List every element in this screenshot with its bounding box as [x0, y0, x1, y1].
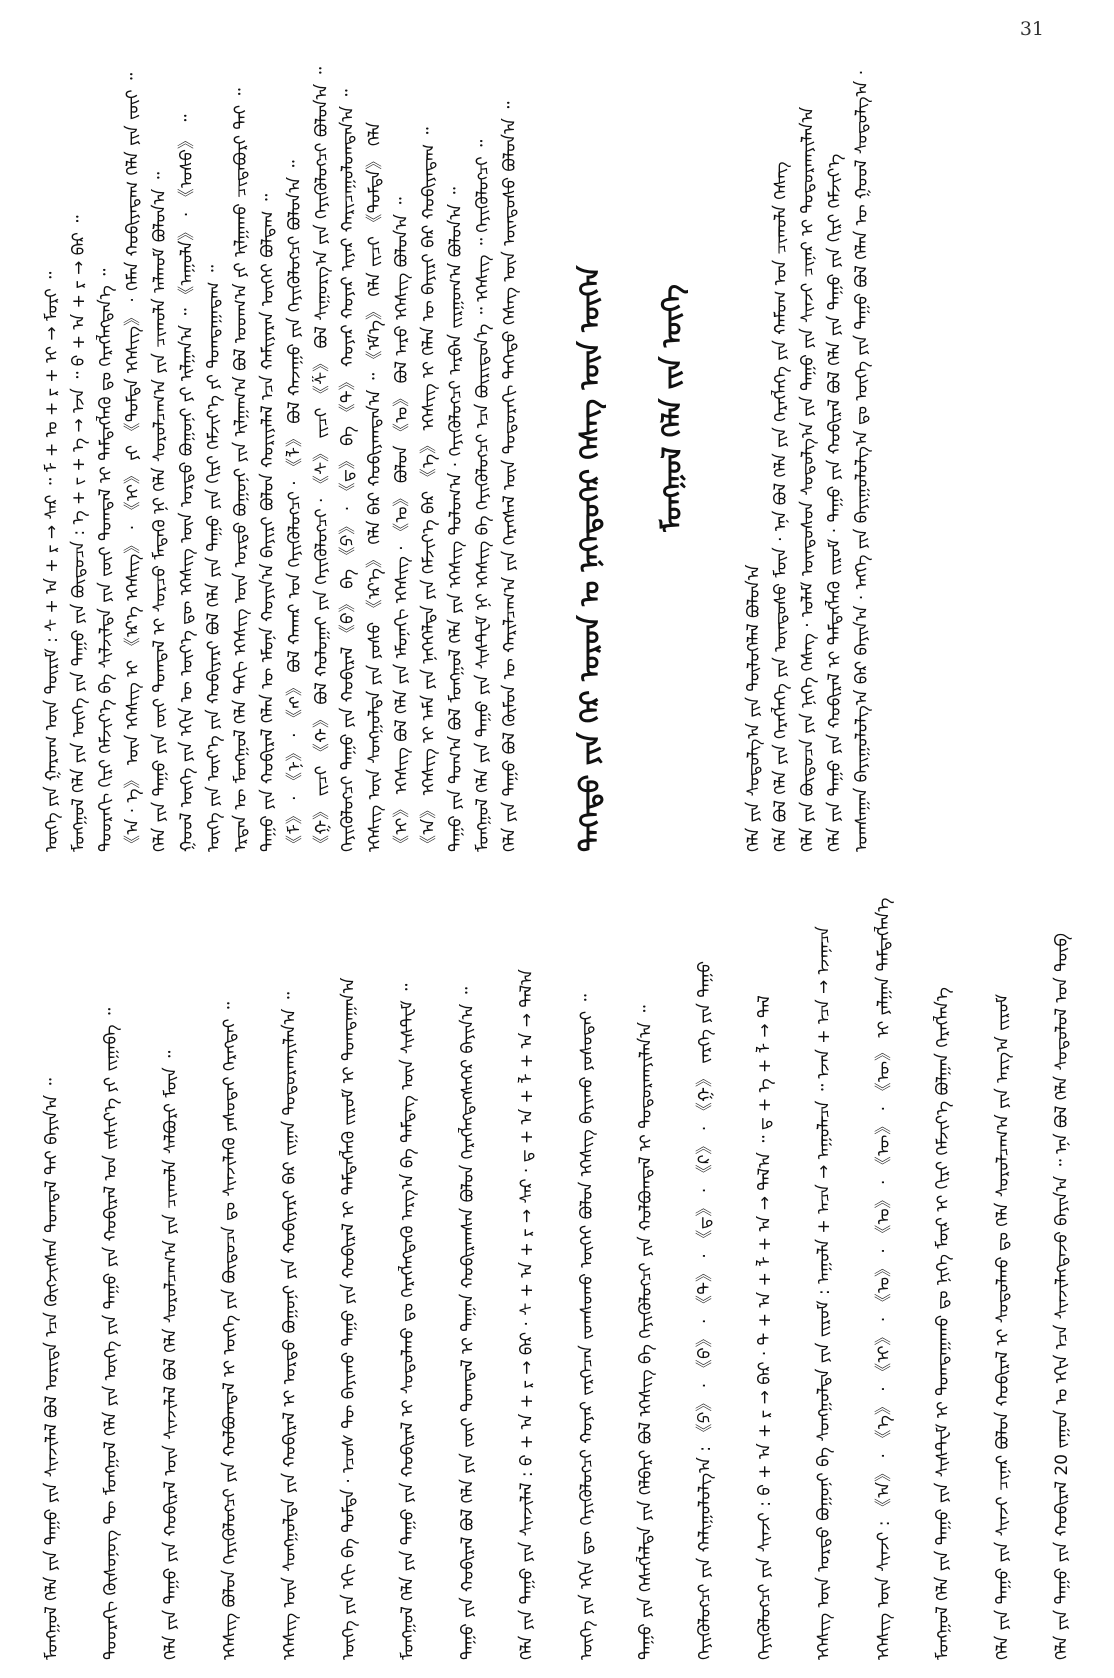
body-column: ᠬᠡᠯᠡ ᠶᠢᠨ ᠳᠠᠭᠤ ᠶᠢᠨ ᠵᠦᠢ ᠲᠣᠭᠲᠠᠯ ᠢ ᠰᠤᠷᠴᠤ ᠮᠡᠳᠡᠬᠦ ᠨᠢ ᠬᠡᠯᠡ ᠰᠤᠷᠤᠯᠴᠠᠭ᠎ᠠ ᠶᠢᠨ ᠴᠢᠬᠤᠯᠠ ᠠᠯᠬᠤᠮ ᠪᠣᠯᠤᠨ᠎ᠠ ᠃ [149, 172, 170, 852]
body-column: ᠡᠭᠡᠰᠢᠭ ᠦᠨ ᠰᠣᠩᠭᠣᠯᠲᠠ ᠶᠢᠨ ᠬᠤᠪᠢᠷᠠᠯ ᠢ ᠤᠷᠲᠤ ᠪᠣᠭᠣᠨᠢ ᠶᠢᠨ ᠬᠤᠪᠢᠶᠠᠷᠢ ᠪᠠᠷ ᠵᠢᠭᠠᠨ ᠲᠣᠳᠣᠷᠬᠠᠶᠢᠯᠠᠨ᠎ᠠ ᠃ [279, 992, 300, 1660]
body-column: ᠮᠣᠩᠭᠣᠯ ᠬᠡᠯᠡ ᠶᠢᠨ ᠳᠠᠭᠤ ᠶᠢᠨ ᠰᠢᠰᠲ᠋ᠧᠮ ᠢ ᠲᠣᠭᠲᠠᠭᠠᠬᠤ ᠳᠤ ᠨᠢᠭᠡ ᠮᠥᠷ ᠢ ᠬᠢᠷᠢ ᠬᠡᠮᠵᠢᠶ᠎ᠡ ᠪᠣᠯᠭᠠᠨ ᠬᠡᠷᠡᠭᠯᠡᠨ᠎ᠡ [933, 987, 954, 1660]
body-column: ᠬᠡᠯᠡ ᠶᠢᠨ ᠳᠠᠭᠤ ᠪᠣᠯ ᠬᠦᠮᠦᠨ ᠦ ᠬᠠᠷᠢᠯᠴᠠᠭ᠎ᠠ ᠶᠢᠨ ᠬᠡᠷᠡᠭᠰᠡᠯ ᠦᠨ ᠳᠣᠲᠣᠷᠠᠬᠢ ᠳᠡᠭᠡᠳᠦ ᠬᠡᠰᠡᠭ ᠦᠨ ᠦᠨᠳᠦᠰᠦ ᠪᠣᠯᠤᠨ᠎ᠠ ᠃ [500, 101, 521, 852]
body-column: ᠦᠭᠡ ᠶᠢᠨ ᠡᠬᠢᠨ ᠳᠦ ᠭᠡᠶᠢᠭᠦᠯᠦᠭᠴᠢ ᠬᠣᠶᠠᠷ ᠵᠡᠷᠭᠡᠴᠡᠨ ᠵᠣᠭᠰᠣᠬᠤ ᠦᠭᠡᠢ ᠪᠣᠯᠣᠨ ᠡᠭᠡᠰᠢᠭ ᠪᠠᠶᠢᠬᠤ ᠶᠣᠰᠣᠲᠠᠢ ᠃ [576, 994, 597, 1660]
body-column: ᠳᠠᠭᠤ ᠶᠢᠨ ᠬᠤᠪᠢᠷᠠᠯ ᠬᠡᠯᠡᠨ ᠦ ᠡᠮᠦᠨᠡ ᠬᠣᠶᠢᠨ᠎ᠠ ᠪᠠᠶᠢᠷᠢ ᠪᠣᠯᠣᠨ ᠬᠣᠷᠢᠶᠠᠯᠠᠯ ᠡᠴᠡ ᠬᠠᠮᠢᠶᠠᠷᠠᠨ ᠦᠭᠡᠢ ᠪᠣᠯᠳᠠᠭ ᠃ [257, 193, 278, 852]
body-column: ᠬᠡᠯᠡ ᠶᠢᠨ ᠳᠠᠭᠤ ᠶᠢᠨ ᠰᠢᠨᠵᠢ ᠴᠢᠨᠠᠷ ᠪᠣᠯᠣᠨ ᠬᠤᠪᠢᠷᠠᠯ ᠢ ᠰᠤᠳᠤᠯᠬᠤ ᠳᠤ ᠬᠡᠯᠡ ᠰᠤᠷᠤᠯᠴᠠᠭ᠎ᠠ ᠶᠢᠨ ᠠᠷᠭ᠎ᠠ ᠵᠢᠷᠤᠮ [992, 993, 1013, 1660]
body-column: ᠮᠣᠩᠭᠣᠯ ᠬᠡᠯᠡ ᠶᠢᠨ ᠦᠭᠡ ᠶᠢᠨ ᠳᠠᠭᠤ ᠶᠢᠨ ᠪᠦᠲᠦᠴᠡ : ᠡ + ᠵ + ᠡ → ᠡᠵᠡ ᠃ ᠪ + ᠠ + ᠷ → ᠪᠠᠷ ᠃ [68, 215, 89, 852]
body-column: ᠭᠡᠶᠢᠭᠦᠯᠦᠭᠴᠢ ᠳᠠᠭᠤ ᠶᠢᠨ ᠬᠤᠪᠢᠷᠠᠯ 《ᠪ》 ᠪᠠ 《ᠫ》 · 《ᠳ》 ᠪᠠ 《ᠲ》 ᠬᠣᠶᠠᠷ ᠬᠣᠶᠠᠷ ᠢᠶᠡᠷ ᠬᠠᠷᠢᠴᠠᠭᠤᠯᠤᠭᠳᠠᠨ᠎ᠠ ᠃ [338, 89, 359, 852]
body-column: ᠡᠭᠡᠰᠢᠭ ᠦᠨ ᠰᠣᠩᠭᠣᠯᠲᠠ ᠶᠢᠨ ᠶᠣᠰᠣ 《ᠡᠷ᠎ᠡ》 ᠬᠡᠯᠡ ᠪᠡᠷ ᠬᠤᠪᠢᠶᠠᠭᠳᠠᠨ᠎ᠠ ᠃ 《ᠡᠮ᠎ᠡ》 ᠬᠡᠯᠡ ᠵᠢᠴᠢ 《ᠳᠤᠮᠳᠠ》 ᠬᠡᠯᠡ [365, 121, 386, 852]
body-column: ᠦᠭᠡ ᠶᠢᠨ ᠭᠠᠷᠤᠭ ᠦᠨ ᠳᠦᠷᠢᠮ : ᠰ + ᠠ + ᠷ → ᠰᠠᠷ ᠃ ᠮ + ᠣ + ᠷ + ᠢ → ᠮᠣᠷᠢ ᠃ [42, 271, 62, 852]
intro-column: ᠬᠡᠯᠡ ᠶᠢᠨ ᠰᠤᠳᠤᠯᠭ᠎ᠠ ᠶᠢᠨ ᠲᠥᠯᠦᠭᠡᠯᠡᠯ ᠪᠣᠯᠤᠨ᠎ᠠ [744, 564, 765, 852]
body-column: ᠭᠡᠶᠢᠭᠦᠯᠦᠭᠴᠢ ᠶᠢᠨ ᠰᠢᠨᠵᠢ : ᠪ + ᠠ + ᠷ → ᠪᠠᠷ · ᠲ + ᠠ + ᠯ + ᠠ → ᠲᠠᠯ᠎ᠠ ᠃ ᠳ + ᠡ + ᠯ → ᠳᠡᠯ [754, 995, 775, 1660]
body-column: ᠬᠡᠯᠡ ᠶᠢᠨ ᠳᠠᠭᠤ ᠶᠢᠨ ᠬᠤᠪᠢᠷᠠᠯ 20 ᠵᠠᠭᠤᠨ ᠤ ᠡᠬᠢᠨ ᠡᠴᠡ ᠰᠢᠨᠵᠢᠯᠡᠭᠳᠡᠵᠦ ᠪᠠᠶᠢᠨ᠎ᠠ ᠃ ᠡᠨᠡ ᠪᠣᠯ ᠬᠡᠯᠡ ᠰᠤᠳᠤᠯᠤᠯ ᠤᠨ ᠲᠥᠪ [1051, 933, 1072, 1660]
body-column: ᠳᠣᠣᠷᠠᠬᠢ ᠬᠢᠷᠢ ᠬᠡᠮᠵᠢᠶ᠎ᠡ ᠪᠠ ᠰᠢᠯᠵᠢᠯᠲᠡ ᠶᠢᠨ ᠵᠦᠢ ᠲᠣᠭᠲᠠᠯ ᠢ ᠲᠡᠮᠳᠡᠭᠯᠡᠬᠦ ᠳᠤ ᠬᠡᠷᠡᠭᠯᠡᠭᠳᠡᠨ᠎ᠡ ᠃ [95, 268, 116, 852]
body-column: ᠡᠭᠡᠰᠢᠭ ᠦᠨ ᠤᠷᠲᠤ ᠪᠣᠭᠣᠨᠢ ᠪᠠ ᠰᠣᠩᠭᠣᠯᠲᠠ ᠶᠢᠨ ᠵᠢᠷᠤᠮ : ᠠᠭᠤᠯᠠ + ᠠᠴᠠ → ᠠᠭᠤᠯᠠᠴᠠ ᠃ ᠡᠵᠡᠨ + ᠡᠴᠡ → ᠡᠵᠡᠨᠡᠴᠡ [814, 926, 835, 1660]
top-section [42, 52, 872, 852]
body-column: ᠡᠭᠡᠰᠢᠭ ᠦᠨ ᠰᠢᠨᠵᠢ : 《ᠠ》 · 《ᠡ》 · 《ᠢ》 · 《ᠣ》 · 《ᠤ》 · 《ᠥ》 · 《ᠦ》 ᠢ ᠶᠠᠯᠭᠠᠨ ᠲᠡᠮᠳᠡᠭᠯᠡᠨ᠎ᠡ [873, 897, 894, 1660]
body-column: ᠮᠣᠩᠭᠣᠯ ᠬᠡᠯᠡ ᠶᠢᠨ ᠳᠠᠭᠤ ᠶᠢᠨ ᠰᠢᠨᠵᠢᠯᠡᠯ ᠪᠣᠯ ᠤᠷᠢᠳᠠ ᠡᠴᠡ ᠬᠥᠭᠵᠢᠭᠰᠡᠨ ᠲᠣᠭᠲᠠᠯ ᠲᠠᠢ ᠪᠠᠶᠢᠨ᠎ᠠ ᠃ [42, 1078, 62, 1660]
title-line-1: ᠮᠣᠩᠭᠣᠯ ᠬᠡᠯᠡ ᠵᠢᠨ ᠦᠭᠡ [657, 284, 689, 532]
body-column: ᠬᠡᠯᠡ ᠶᠢᠨ ᠳᠠᠭᠤ ᠶᠢᠨ ᠬᠤᠪᠢᠷᠠᠯ ᠦᠨ ᠰᠢᠨᠵᠢᠯᠡᠯ ᠪᠣᠯ ᠬᠡᠯᠡ ᠰᠤᠷᠤᠯᠴᠠᠭ᠎ᠠ ᠶᠢᠨ ᠴᠢᠬᠤᠯᠠ ᠰᠠᠯᠪᠤᠷᠢ ᠮᠥᠨ ᠃ [160, 1050, 181, 1660]
body-column: 《ᠠ · ᠡ》 ᠦᠨ ᠡᠭᠡᠰᠢᠭ ᠢ 《ᠡᠷ᠎ᠡ ᠡᠭᠡᠰᠢᠭ》 · 《ᠢ》 ᠶᠢ 《ᠳᠤᠮᠳᠠ ᠡᠭᠡᠰᠢᠭ》 · ᠬᠡᠮᠡᠨ ᠬᠤᠪᠢᠶᠠᠳᠠᠭ ᠬᠡᠯᠡ ᠶᠢᠨ ᠵᠦᠢ ᠃ [122, 72, 143, 852]
body-column: ᠭᠣᠣᠯ ᠦᠭᠡ ᠶᠢᠨ ᠡᠬᠢᠨ ᠦ ᠦᠶ᠎ᠡ ᠳᠦ ᠡᠭᠡᠰᠢᠭ ᠦᠨ ᠤᠷᠲᠤ ᠪᠣᠭᠣᠨᠢ ᠶᠢ ᠢᠯᠭᠠᠨ᠎ᠠ ᠃ 《ᠠᠭᠤᠯᠠ》 · 《ᠤᠰᠤ》 ᠃ [176, 114, 197, 852]
body-column: ᠳᠠᠭᠤ ᠶᠢᠨ ᠬᠡᠰᠡᠭᠯᠡᠯᠲᠡ ᠶᠢᠨ ᠬᠡᠯᠪᠡᠷᠢ ᠪᠣᠯ ᠡᠭᠡᠰᠢᠭ ᠪᠠ ᠭᠡᠶᠢᠭᠦᠯᠦᠭᠴᠢ ᠶᠢᠨ ᠬᠣᠯᠪᠣᠭᠳᠠᠯ ᠢ ᠲᠣᠳᠣᠷᠬᠠᠶᠢᠯᠠᠨ᠎ᠠ ᠃ [636, 1005, 657, 1660]
body-column: ᠡᠷᠲᠡᠨ ᠦ ᠮᠣᠩᠭᠣᠯ ᠬᠡᠯᠡ ᠳᠡᠬᠢ ᠡᠭᠡᠰᠢᠭ ᠦᠨ ᠤᠷᠲᠤ ᠪᠣᠭᠣᠨᠢ ᠶᠢᠨ ᠢᠯᠭᠠᠭ᠎ᠠ ᠪᠣᠯ ᠤᠳᠬ᠎ᠠ ᠶᠢ ᠢᠯᠭᠠᠬᠤ ᠴᠢᠳᠠᠪᠤᠷᠢ ᠲᠠᠢ ᠃ [230, 88, 251, 852]
body-column: ᠦᠭᠡ ᠶᠢᠨ ᠦᠶ᠎ᠡ ᠶᠢᠨ ᠬᠤᠪᠢᠶᠠᠷᠢ ᠪᠣᠯ ᠬᠡᠯᠡ ᠶᠢᠨ ᠳᠠᠭᠤ ᠶᠢᠨ ᠬᠢᠷᠢ ᠬᠡᠮᠵᠢᠶ᠎ᠡ ᠶᠢ ᠲᠣᠭᠲᠠᠭᠠᠳᠠᠭ ᠃ [203, 265, 224, 852]
bottom-section [42, 890, 1072, 1660]
body-column: 《ᠭ》 ᠵᠢᠴᠢ 《ᠬ》 ᠪᠣᠯ ᠬᠣᠯᠣᠭᠠᠢ ᠶᠢᠨ ᠭᠡᠶᠢᠭᠦᠯᠦᠭᠴᠢ · 《ᠰ》 ᠵᠢᠴᠢ 《ᠱ》 ᠪᠣᠯ ᠰᠢᠭᠤᠷᠭ᠎ᠠ ᠶᠢᠨ ᠭᠡᠶᠢᠭᠦᠯᠦᠭᠴᠢ ᠪᠣᠯᠤᠨ᠎ᠠ ᠃ [311, 67, 332, 852]
body-column: ᠳᠠᠭᠤ ᠶᠢᠨ ᠲᠣᠭ᠎ᠠ ᠪᠣᠯ ᠮᠣᠩᠭᠣᠯ ᠬᠡᠯᠡ ᠶᠢᠨ ᠡᠭᠡᠰᠢᠭ ᠳᠣᠯᠣᠭ᠎ᠠ · ᠭᠡᠶᠢᠭᠦᠯᠦᠭᠴᠢ ᠠᠷᠪᠠᠨ ᠵᠢᠷᠭᠤᠭ᠎ᠠ ᠪᠣᠯᠤᠨ᠎ᠠ ᠃ [446, 187, 467, 852]
intro-column: ᠬᠡᠯᠡ ᠶᠢᠨ ᠪᠦᠲᠦᠴᠡ ᠶᠢᠨ ᠨᠢᠭᠡ ᠬᠡᠰᠡᠭ · ᠤᠯᠠᠮ ᠦᠨᠳᠦᠰᠦᠨ ᠰᠤᠳᠤᠯᠭ᠎ᠠ ᠶᠢᠨ ᠳᠠᠭᠤ ᠶᠢᠨ ᠰᠢᠨᠵᠢ ᠴᠢᠨᠠᠷ ᠢ ᠲᠣᠳᠣᠷᠬᠠᠶᠢᠯᠠᠨ᠎ᠠ [797, 106, 818, 852]
body-column: ᠳᠠᠭᠤ ᠶᠢᠨ ᠬᠤᠪᠢᠷᠠᠯ ᠪᠣᠯ ᠬᠡᠯᠡ ᠶᠢᠨ ᠵᠦᠢ ᠲᠣᠭᠲᠠᠯ ᠢ ᠳᠠᠭᠠᠨ ᠬᠤᠪᠢᠷᠠᠭᠰᠠᠨ ᠪᠣᠯᠣᠨ ᠬᠡᠷᠡᠭᠯᠡᠭᠳᠡᠭᠰᠡᠭᠡᠷ ᠪᠠᠶᠢᠨ᠎ᠠ ᠃ [457, 987, 478, 1660]
section-title [574, 52, 690, 852]
body-column: 《ᠢ》 ᠡᠭᠡᠰᠢᠭ ᠪᠣᠯ ᠬᠡᠯᠡ ᠶᠢᠨ ᠡᠮᠦᠨᠡᠬᠢ ᠡᠭᠡᠰᠢᠭ · 《ᠣ》 ᠪᠣᠯᠣᠨ 《ᠤ》 ᠪᠣᠯ ᠠᠷᠤ ᠡᠭᠡᠰᠢᠭ ᠪᠣᠯᠤᠨ᠎ᠠ ᠃ [392, 197, 413, 852]
intro-column: ᠬᠡᠯᠡ ᠶᠢᠨ ᠳᠠᠭᠤ ᠶᠢᠨ ᠬᠤᠪᠢᠷᠠᠯ ᠢ ᠲᠡᠮᠳᠡᠭᠯᠡᠬᠦ ᠵᠢᠷᠤᠮ · ᠳᠠᠭᠤ ᠶᠢᠨ ᠬᠤᠪᠢᠷᠠᠯ ᠪᠣᠯ ᠬᠡᠯᠡ ᠶᠢᠨ ᠳᠠᠭᠤ ᠶᠢᠨ ᠬᠢᠷᠢ ᠬᠡᠮᠵᠢᠶ᠎ᠡ [824, 153, 845, 852]
body-column: ᠳᠣᠣᠷᠠᠬᠢ ᠬᠦᠰᠦᠨᠦᠭ ᠲᠦ ᠮᠣᠩᠭᠣᠯ ᠬᠡᠯᠡ ᠶᠢᠨ ᠦᠭᠡ ᠶᠢᠨ ᠳᠠᠭᠤ ᠶᠢᠨ ᠬᠤᠪᠢᠷᠠᠯ ᠤᠨ ᠵᠢᠱᠢᠶ᠎ᠡ ᠶᠢ ᠵᠢᠭᠠᠪᠠ ᠃ [101, 1007, 122, 1660]
intro-column: ᠬᠡᠯᠡ ᠪᠣᠯ ᠬᠡᠯᠡ ᠶᠢᠨ ᠬᠡᠷᠡᠭᠯᠡᠭᠡ ᠶᠢᠨ ᠦᠨᠳᠦᠰᠦ ᠮᠥᠨ · ᠡᠨᠡ ᠪᠣᠯ ᠬᠡᠯᠡ ᠶᠢᠨ ᠬᠡᠷᠡᠭᠯᠡᠭᠡ ᠶᠢᠨ ᠬᠠᠮᠤᠭ ᠤᠨ ᠴᠢᠬᠤᠯᠠ ᠬᠡᠰᠡᠭ [770, 161, 791, 852]
intro-column: ᠤᠭᠰᠠᠭᠠᠨ ᠪᠠᠶᠢᠭᠤᠯᠤᠯᠭ᠎ᠠ ᠪᠡᠷ ᠪᠠᠶᠢᠨ᠎ᠠ · ᠡᠩᠭᠡ ᠶᠢᠨ ᠪᠠᠶᠢᠭᠤᠯᠤᠯᠭ᠎ᠠ ᠳᠤ ᠦᠭᠡ ᠶᠢᠨ ᠳᠠᠭᠤ ᠪᠣᠯ ᠬᠡᠯᠡᠨ ᠦ ᠭᠣᠣᠯ ᠰᠤᠳᠤᠯᠭ᠎ᠠ · [851, 69, 872, 852]
body-column: ᠭᠡᠶᠢᠭᠦᠯᠦᠭᠴᠢ ᠶᠢᠨ ᠬᠠᠯᠢᠭᠤᠯᠤᠯᠭ᠎ᠠ : 《ᠫ》 · 《ᠪ》 · 《ᠲ》 · 《ᠳ》 · 《ᠺ》 · 《ᠭ》 ᠵᠡᠷᠭᠡ ᠶᠢᠨ ᠳᠠᠭᠤ [695, 961, 716, 1660]
body-column: 《ᠮ》 · 《ᠨ》 · 《ᠩ》 ᠪᠣᠯ ᠬᠠᠬᠠᠷ ᠤᠨ ᠭᠡᠶᠢᠭᠦᠯᠦᠭᠴᠢ · 《ᠯ》 ᠪᠣᠯ ᠬᠠᠵᠠᠭᠤ ᠶᠢᠨ ᠭᠡᠶᠢᠭᠦᠯᠦᠭᠴᠢ ᠪᠣᠯᠤᠨ᠎ᠠ ᠃ [284, 160, 305, 852]
body-column: ᠦᠭᠡ ᠶᠢᠨ ᠡᠬᠢ ᠪᠠ ᠳᠤᠮᠳᠠ · ᠡᠴᠦᠰ ᠲᠦ ᠪᠠᠶᠢᠬᠤ ᠳᠠᠭᠤ ᠶᠢᠨ ᠬᠤᠪᠢᠷᠠᠯ ᠢ ᠲᠡᠮᠳᠡᠭᠯᠡᠬᠦ ᠵᠢᠷᠤᠮ ᠢ ᠲᠣᠭᠲᠠᠭᠠᠨ᠎ᠠ [339, 977, 360, 1660]
body-column: ᠬᠡᠯᠡ ᠶᠢᠨ ᠳᠠᠭᠤ ᠶᠢᠨ ᠰᠢᠨᠵᠢᠯᠡᠯ : ᠪ + ᠠ + ᠷ → ᠪᠠᠷ · ᠰ + ᠠ + ᠷ → ᠰᠠᠷ · ᠳ + ᠠ + ᠯ + ᠠ → ᠳᠠᠯ᠎ᠠ [517, 969, 538, 1660]
body-column: ᠮᠣᠩᠭᠣᠯ ᠬᠡᠯᠡ ᠶᠢᠨ ᠳᠠᠭᠤ ᠶᠢᠨ ᠰᠢᠰᠲ᠋ᠧᠮ ᠨᠢ ᠡᠭᠡᠰᠢᠭ ᠪᠠ ᠭᠡᠶᠢᠭᠦᠯᠦᠭᠴᠢ ᠡᠴᠡ ᠪᠦᠷᠢᠳᠦᠨ᠎ᠡ ᠃ ᠡᠭᠡᠰᠢᠭ ᠃ ᠭᠡᠶᠢᠭᠦᠯᠦᠭᠴᠢ ᠃ [473, 139, 494, 852]
body-column: 《ᠠ》 ᠡᠭᠡᠰᠢᠭ ᠢ ᠠᠮᠠ ᠶᠢᠨ ᠨᠡᠭᠡᠭᠡᠯᠲᠡ ᠶᠢᠨ ᠬᠡᠮᠵᠢᠶ᠎ᠡ ᠪᠡᠷ 《ᠡ》 ᠡᠭᠡᠰᠢᠭ ᠢ ᠬᠡᠯᠡᠨ ᠦ ᠪᠠᠶᠢᠷᠢ ᠪᠡᠷ ᠬᠤᠪᠢᠶᠠᠳᠠᠭ ᠃ [419, 127, 440, 852]
body-column: ᠡᠭᠡᠰᠢᠭ ᠪᠣᠯᠣᠨ ᠭᠡᠶᠢᠭᠦᠯᠦᠭᠴᠢ ᠶᠢᠨ ᠬᠣᠯᠪᠣᠭᠳᠠᠯ ᠢ ᠦᠭᠡ ᠶᠢᠨ ᠪᠦᠲᠦᠴᠡ ᠳᠤ ᠰᠢᠨᠵᠢᠯᠡᠬᠦ ᠶᠠᠰᠤᠲᠠᠢ ᠬᠡᠷᠡᠭᠲᠡᠢ ᠃ [220, 1002, 241, 1660]
page-number: 31 [1019, 18, 1044, 40]
title-line-2: ᠳᠡᠭᠡᠳᠦ ᠶᠢᠨ ᠭᠡᠷ ᠣᠷᠣᠨ ᠤ ᠨᠡᠭᠡᠳᠦᠭᠡᠷ ᠬᠡᠰᠡᠭ ᠦᠨ ᠦᠭᠡᠨ [575, 265, 607, 852]
body-column: ᠮᠣᠩᠭᠣᠯ ᠬᠡᠯᠡ ᠶᠢᠨ ᠳᠠᠭᠤ ᠶᠢᠨ ᠬᠤᠪᠢᠷᠠᠯ ᠢ ᠰᠤᠳᠤᠯᠬᠤ ᠳᠤ ᠬᠡᠷᠡᠭᠯᠡᠭᠳᠡᠬᠦ ᠠᠷᠭ᠎ᠠ ᠪᠠ ᠲᠡᠮᠳᠡᠭ ᠦᠨ ᠰᠢᠰᠲ᠋ᠧᠮ ᠃ [398, 983, 419, 1660]
